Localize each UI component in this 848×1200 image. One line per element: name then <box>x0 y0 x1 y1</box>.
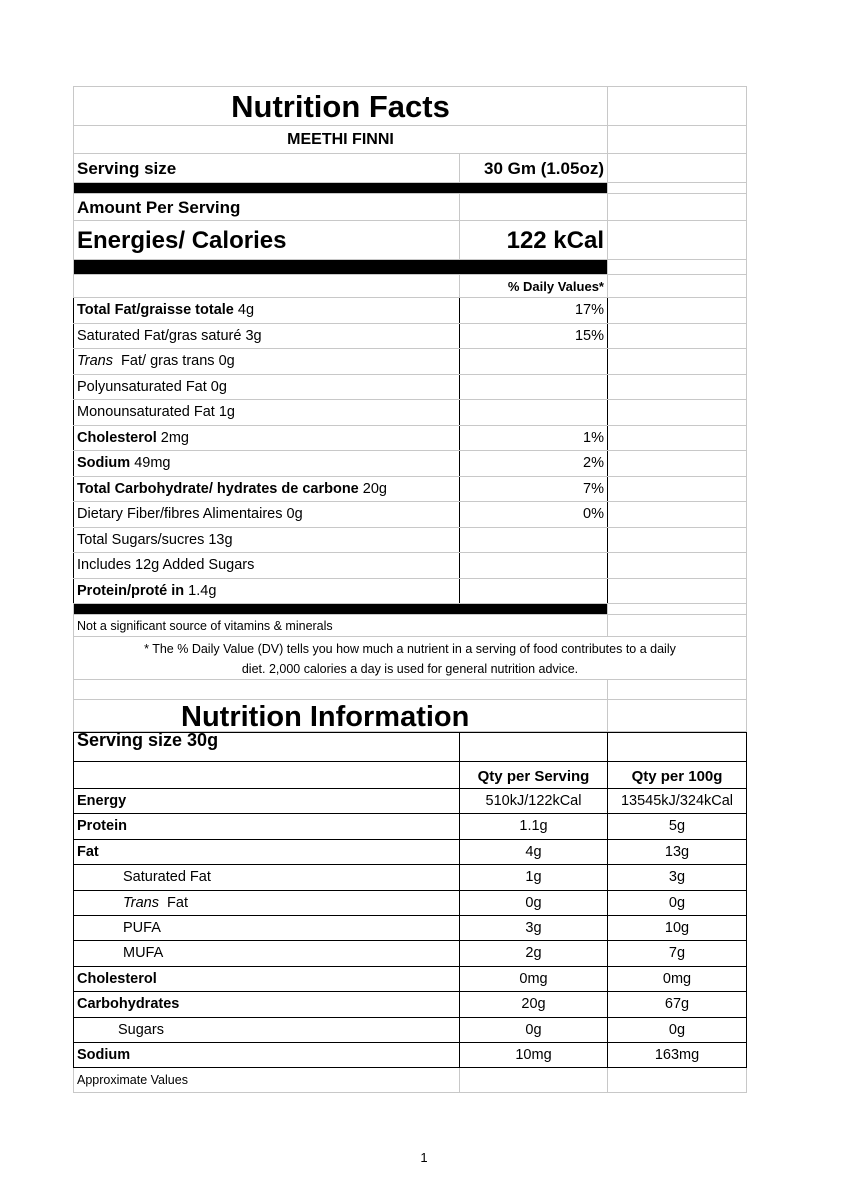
amount-per-serving: Amount Per Serving <box>73 194 460 220</box>
info-row <box>73 789 747 814</box>
daily-value <box>460 553 608 578</box>
nutrient-amount: 1.4g <box>184 582 217 599</box>
dv-header: % Daily Values* <box>460 275 608 297</box>
info-row <box>73 891 747 916</box>
info-label: Fat <box>73 840 460 864</box>
fact-row <box>73 324 747 350</box>
info-100g-value: 67g <box>608 992 747 1016</box>
fact-row <box>73 579 747 605</box>
thick-rule <box>73 260 608 274</box>
footnote-row <box>73 637 747 680</box>
info-100g-value: 3g <box>608 865 747 889</box>
daily-value: 1% <box>460 426 608 451</box>
col-header-100g: Qty per 100g <box>608 762 747 788</box>
info-100g-value: 163mg <box>608 1043 747 1067</box>
info-serving: Serving size 30g <box>73 733 460 761</box>
daily-value: 2% <box>460 451 608 476</box>
info-serving-value: 0mg <box>460 967 608 991</box>
footnote-line-2: diet. 2,000 calories a day is used for general nutrition advice. <box>241 662 579 676</box>
serving-size-value: 30 Gm (1.05oz) <box>460 154 608 182</box>
info-serving-value: 10mg <box>460 1043 608 1067</box>
fact-row <box>73 553 747 579</box>
info-rows <box>73 789 747 1068</box>
nutrient-name: Cholesterol <box>77 429 157 446</box>
info-serving-value: 1g <box>460 865 608 889</box>
nutrient-name: Saturated Fat/gras saturé 3g <box>73 324 460 349</box>
info-title: Nutrition Information <box>73 700 608 731</box>
daily-value: 7% <box>460 477 608 502</box>
info-label: Protein <box>73 814 460 838</box>
info-serving-value: 0g <box>460 891 608 915</box>
nutrient-amount: 20g <box>358 480 387 497</box>
info-label: PUFA <box>73 916 460 940</box>
fact-row <box>73 528 747 554</box>
info-row <box>73 967 747 992</box>
info-serving-row <box>73 732 747 762</box>
daily-value: 15% <box>460 324 608 349</box>
nutrition-sheet <box>73 86 747 1093</box>
calories-label: Energies/ Calories <box>73 221 460 259</box>
info-serving-value: 20g <box>460 992 608 1016</box>
info-row <box>73 1018 747 1043</box>
nutrient-name: Total Sugars/sucres 13g <box>73 528 460 553</box>
nutrient-name: Monounsaturated Fat 1g <box>73 400 460 425</box>
approx-note: Approximate Values <box>73 1068 460 1092</box>
daily-value: 17% <box>460 298 608 323</box>
fact-row <box>73 400 747 426</box>
info-label: Carbohydrates <box>73 992 460 1016</box>
page-number: 1 <box>420 1150 428 1165</box>
dv-header-row <box>73 275 747 298</box>
info-row <box>73 1043 747 1068</box>
info-100g-value: 7g <box>608 941 747 965</box>
bar-row-3 <box>73 604 747 615</box>
info-label: Cholesterol <box>73 967 460 991</box>
calories-row <box>73 221 747 260</box>
info-row <box>73 865 747 890</box>
info-100g-value: 0g <box>608 1018 747 1042</box>
fact-row <box>73 298 747 324</box>
product-name: MEETHI FINNI <box>73 126 608 153</box>
nutrient-name: Protein/proté in <box>77 582 185 599</box>
fact-row <box>73 426 747 452</box>
nutrient-name: Polyunsaturated Fat 0g <box>73 375 460 400</box>
fact-row <box>73 451 747 477</box>
footnote-line-1: * The % Daily Value (DV) tells you how much a nutrient in a serving of food contributes to a daily <box>144 642 676 656</box>
info-label: Trans <box>123 894 159 911</box>
not-significant-note: Not a significant source of vitamins & minerals <box>73 615 608 636</box>
info-row <box>73 840 747 865</box>
info-label: Energy <box>73 789 460 813</box>
facts-title: Nutrition Facts <box>73 87 608 125</box>
nutrient-amount: 49mg <box>130 455 171 471</box>
info-label: Sugars <box>73 1018 460 1042</box>
info-label: Saturated Fat <box>73 865 460 889</box>
thick-rule <box>73 604 608 614</box>
fact-row <box>73 349 747 375</box>
info-label: Sodium <box>73 1043 460 1067</box>
nutrient-amount: 4g <box>233 302 255 318</box>
nutrient-name: Includes 12g Added Sugars <box>73 553 460 578</box>
daily-value <box>460 375 608 400</box>
info-row <box>73 814 747 839</box>
calories-value: 122 kCal <box>460 221 608 259</box>
info-100g-value: 0mg <box>608 967 747 991</box>
info-serving-value: 4g <box>460 840 608 864</box>
spacer-row <box>73 680 747 700</box>
info-row <box>73 941 747 966</box>
facts-rows <box>73 298 747 604</box>
info-label: MUFA <box>73 941 460 965</box>
nutrient-name: Total Carbohydrate/ hydrates de carbone <box>77 480 359 497</box>
info-title-row <box>73 700 747 732</box>
daily-value <box>460 400 608 425</box>
info-100g-value: 10g <box>608 916 747 940</box>
info-serving-value: 510kJ/122kCal <box>460 789 608 813</box>
col-header-serving: Qty per Serving <box>460 762 608 788</box>
nutrient-amount: Fat/ gras trans 0g <box>113 353 235 369</box>
info-serving-value: 1.1g <box>460 814 608 838</box>
not-significant-row <box>73 615 747 637</box>
amount-per-serving-row <box>73 194 747 221</box>
fact-row <box>73 375 747 401</box>
thick-rule <box>73 183 608 193</box>
nutrient-amount: 2mg <box>156 429 190 446</box>
daily-value <box>460 349 608 374</box>
info-100g-value: 13545kJ/324kCal <box>608 789 747 813</box>
daily-value <box>460 579 608 604</box>
info-100g-value: 5g <box>608 814 747 838</box>
info-serving-value: 0g <box>460 1018 608 1042</box>
bar-row-2 <box>73 260 747 275</box>
serving-size-label: Serving size <box>73 154 460 182</box>
info-serving-value: 2g <box>460 941 608 965</box>
fact-row <box>73 477 747 503</box>
info-row <box>73 992 747 1017</box>
info-serving-value: 3g <box>460 916 608 940</box>
info-100g-value: 0g <box>608 891 747 915</box>
nutrient-name: Sodium <box>77 455 131 471</box>
info-100g-value: 13g <box>608 840 747 864</box>
approx-row <box>73 1068 747 1093</box>
fact-row <box>73 502 747 528</box>
facts-title-row <box>73 86 747 126</box>
serving-size-row <box>73 154 747 183</box>
info-header-row <box>73 762 747 789</box>
nutrient-name: Dietary Fiber/fibres Alimentaires 0g <box>73 502 460 527</box>
nutrient-name: Total Fat/graisse totale <box>77 302 234 318</box>
daily-value: 0% <box>460 502 608 527</box>
product-row <box>73 126 747 154</box>
daily-value <box>460 528 608 553</box>
info-row <box>73 916 747 941</box>
info-label-rest: Fat <box>159 894 189 911</box>
nutrient-name-italic: Trans <box>77 353 113 369</box>
bar-row-1 <box>73 183 747 194</box>
